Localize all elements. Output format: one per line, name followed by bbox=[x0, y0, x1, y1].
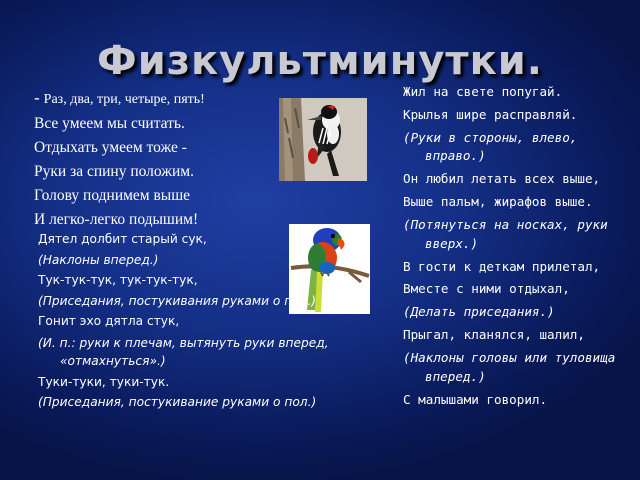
poem-line: Крылья шире расправляй. bbox=[403, 106, 578, 122]
poem-line: С малышами говорил. bbox=[403, 391, 548, 407]
poem-line: Выше пальм, жирафов выше. bbox=[403, 194, 593, 210]
poem-instruction: (И. п.: руки к плечам, вытянуть руки вперед, «отмахнуться».) bbox=[38, 335, 329, 368]
woodpecker-image bbox=[279, 98, 367, 181]
poem-instruction: (Наклоны головы или туловища вперед.) bbox=[403, 350, 616, 384]
poem-line: Голову поднимем выше bbox=[34, 187, 191, 204]
poem-instruction: (Делать приседания.) bbox=[403, 304, 555, 320]
poem-line: Он любил летать всех выше, bbox=[403, 171, 601, 187]
poem-instruction: (Наклоны вперед.) bbox=[38, 252, 159, 267]
poem-instruction: (Потянуться на носках, руки вверх.) bbox=[403, 217, 608, 251]
poem-line: И легко-легко подышим! bbox=[34, 211, 199, 228]
poem-woodpecker bbox=[38, 229, 388, 413]
poem-count bbox=[34, 86, 304, 232]
poem-line: Вместе с ними отдыхал, bbox=[403, 281, 570, 297]
poem-line: Дятел долбит старый сук, bbox=[38, 232, 207, 246]
poem-instruction: (Руки в стороны, влево, вправо.) bbox=[403, 129, 578, 164]
poem-line: Тук-тук-тук, тук-тук-тук, bbox=[38, 273, 198, 287]
poem-instruction: (Приседания, постукивание руками о пол.) bbox=[38, 395, 317, 409]
poem-line bbox=[34, 86, 304, 112]
poem-line: Все умеем мы считать. bbox=[34, 115, 185, 132]
slide-title: Физкультминутки. bbox=[97, 38, 543, 84]
poem-instruction: (Приседания, постукивания руками о пол.) bbox=[38, 293, 317, 308]
poem-line: Руки за спину положим. bbox=[34, 163, 194, 180]
poem-line: Прыгал, кланялся, шалил, bbox=[403, 327, 585, 343]
poem-line: В гости к деткам прилетал, bbox=[403, 258, 601, 274]
poem-line: Отдыхать умеем тоже - bbox=[34, 139, 187, 156]
poem-line: Жил на свете попугай. bbox=[403, 84, 563, 99]
poem-line: Гонит эхо дятла стук, bbox=[38, 314, 180, 328]
list-dash: - bbox=[34, 88, 40, 107]
poem-line: Туки-туки, туки-тук. bbox=[38, 374, 170, 389]
poem-parrot bbox=[403, 83, 633, 413]
poem-line-text: Раз, два, три, четыре, пять! bbox=[43, 92, 205, 107]
